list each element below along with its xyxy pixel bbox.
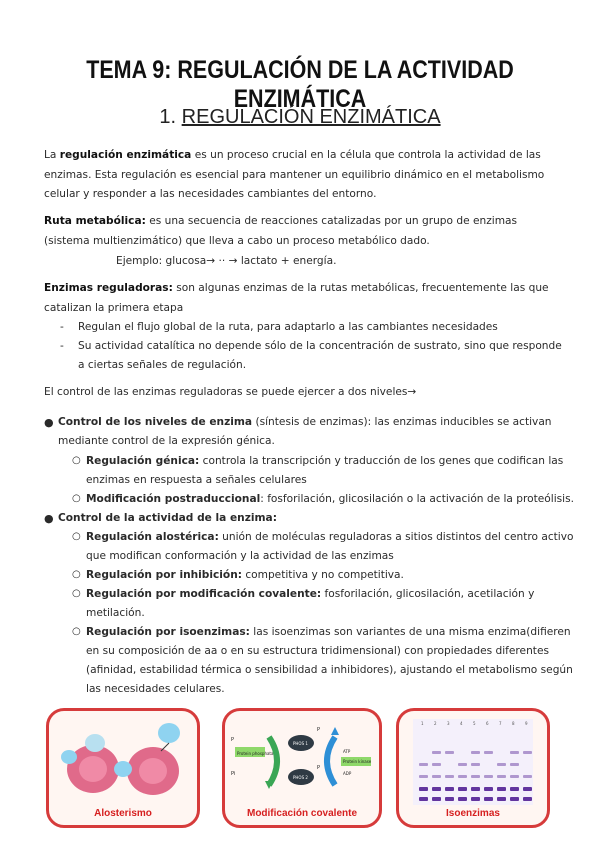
lane-label: 1 (421, 721, 424, 726)
effector-center (114, 761, 132, 777)
lane-label: 6 (486, 721, 489, 726)
gel-band (432, 797, 441, 801)
gel-band (419, 797, 428, 801)
gel-band (471, 775, 480, 778)
gel-band (432, 787, 441, 791)
intro-paragraph (44, 146, 564, 205)
lane-label: 2 (434, 721, 437, 726)
item-term: Regulación por modificación covalente: (86, 588, 322, 600)
page-title: TEMA 9: REGULACIÓN DE LA ACTIVIDAD ENZIMÁTICA (86, 56, 514, 113)
gel-band (445, 751, 454, 754)
gel-band (510, 797, 519, 801)
point-text: Regulan el flujo global de la ruta, para adaptarlo a las cambiantes necesidades (78, 321, 498, 333)
gel-band (510, 763, 519, 766)
item-text: las isoenzimas son variantes de una misma enzima(difieren en su composición de aa o en su estructura tridimensional) con propiedades diferentes (afinidad, estabilidad térmica o sensibilidad a inhibidores), ajustando el metabolismo según las necesidades celulares. (86, 626, 573, 695)
gel-band (497, 775, 506, 778)
effector-top-left (85, 734, 105, 752)
gel-band (419, 775, 428, 778)
gel-band (523, 787, 532, 791)
gel-band (471, 763, 480, 766)
gel-band (523, 797, 532, 801)
reguladoras-text: son algunas enzimas de la rutas metabólicas, frecuentemente las que catalizan la primera etapa (44, 282, 549, 314)
gel-band (445, 787, 454, 791)
adp-label: ADP (343, 771, 352, 776)
figure-caption: Alosterismo (94, 808, 152, 819)
effector-top-right (158, 723, 180, 743)
item-text: : fosforilación, glicosilación o la activación de la proteólisis. (260, 493, 575, 505)
item-text: unión de moléculas reguladoras a sitios distintos del centro activo que modifican conformación y la actividad de las enzimas (86, 531, 574, 562)
gel-band (445, 797, 454, 801)
gel-band (458, 775, 467, 778)
section-heading (0, 106, 600, 129)
niveles-text: (síntesis de enzimas): las enzimas inducibles se activan mediante control de la expresión génica. (58, 416, 552, 447)
gel-band (445, 775, 454, 778)
figure-caption: Isoenzimas (446, 808, 500, 819)
enzyme-right-core (139, 758, 167, 784)
item-term: Regulación alostérica: (86, 531, 219, 543)
gel-band (510, 787, 519, 791)
lane-label: 4 (460, 721, 463, 726)
figure-caption: Modificación covalente (246, 808, 358, 819)
gel-band (471, 751, 480, 754)
item-term: Regulación por inhibición: (86, 569, 242, 581)
figure-covalent-modification (222, 708, 382, 828)
gel-band (497, 797, 506, 801)
lane-label: 7 (499, 721, 502, 726)
intro-post: es un proceso crucial en la célula que controla la actividad de las enzimas. Esta regulación es esencial para mantener un equilibrio dinámico en el metabolismo celular y responder a las necesidades cambiantes del entorno. (44, 149, 545, 201)
protein-kinase-label: Protein kinase (343, 759, 372, 764)
gel-band (484, 797, 493, 801)
reguladoras-paragraph (44, 279, 564, 318)
gel-band (458, 797, 467, 801)
item-term: Regulación por isoenzimas: (86, 626, 250, 638)
item-term: Regulación génica: (86, 455, 200, 467)
gel-band (484, 775, 493, 778)
figure-allosterism (46, 708, 200, 828)
gel-band (419, 763, 428, 766)
sub-bullet-marker: ○ (72, 569, 81, 580)
gel-band (510, 751, 519, 754)
lane-label: 5 (473, 721, 476, 726)
ruta-paragraph (44, 212, 564, 251)
dash-marker: - (60, 321, 64, 333)
sub-bullet-marker: ○ (72, 626, 81, 637)
gel-band (484, 787, 493, 791)
gel-band (523, 775, 532, 778)
gel-band (510, 775, 519, 778)
gel-band (497, 787, 506, 791)
gel-band (471, 787, 480, 791)
lane-label: 9 (525, 721, 528, 726)
phos2-label: PHOS 2 (293, 775, 308, 780)
gel-band (432, 763, 441, 766)
sub-bullet-marker: ○ (72, 493, 81, 504)
arrow-right-icon (327, 737, 335, 785)
atp-label: ATP (343, 749, 351, 754)
lane-label: 3 (447, 721, 450, 726)
dash-marker: - (60, 340, 64, 352)
bullet-marker: ● (44, 512, 54, 525)
item-term: Modificación postraduccional (86, 493, 261, 505)
gel-band (432, 751, 441, 754)
sub-bullet-marker: ○ (72, 455, 81, 466)
gel-band (458, 763, 467, 766)
bullet-marker: ● (44, 416, 54, 429)
pi-label: Pi (231, 771, 236, 777)
effector-side-left (61, 750, 77, 764)
gel-band (458, 787, 467, 791)
section-number: 1. (159, 106, 177, 128)
ruta-text: es una secuencia de reacciones catalizadas por un grupo de enzimas (sistema multienzimático) que lleva a cabo un proceso metabólico dado. (44, 215, 518, 247)
intro-pre: La (44, 149, 60, 161)
gel-band (471, 797, 480, 801)
p-label-top: P (317, 727, 321, 733)
gel-band (419, 787, 428, 791)
section-name: REGULACIÓN ENZIMÁTICA (181, 106, 441, 128)
reguladoras-term: Enzimas reguladoras: (44, 282, 173, 294)
gel-band (432, 775, 441, 778)
control-intro: El control de las enzimas reguladoras se puede ejercer a dos niveles→ (44, 386, 417, 398)
item-text: fosforilación, glicosilación, acetilación y metilación. (86, 588, 535, 619)
arrow-left-icon (269, 737, 277, 785)
sub-bullet-marker: ○ (72, 588, 81, 599)
niveles-term: Control de los niveles de enzima (58, 416, 253, 428)
point-text: Su actividad catalítica no depende sólo de la concentración de sustrato, sino que responde a ciertas señales de regulación. (78, 340, 562, 371)
figure-isoenzymes (396, 708, 550, 828)
phos1-label: PHOS 1 (293, 741, 308, 746)
arrowhead-right-icon (331, 727, 339, 735)
ruta-term: Ruta metabólica: (44, 215, 146, 227)
protein-phosphatase-label: Protein phosphatase (237, 751, 278, 756)
sub-bullet-marker: ○ (72, 531, 81, 542)
gel-band (497, 763, 506, 766)
p-label-left: P (231, 737, 235, 743)
p-label-bottom: P (317, 765, 321, 771)
enzyme-left-core (79, 756, 107, 782)
gel-background (413, 719, 533, 805)
item-text: competitiva y no competitiva. (241, 569, 404, 581)
ruta-example: Ejemplo: glucosa→ ·· → lactato + energía. (116, 255, 337, 267)
gel-band (523, 751, 532, 754)
lane-label: 8 (512, 721, 515, 726)
intro-term: regulación enzimática (59, 149, 192, 161)
item-text: controla la transcripción y traducción de los genes que codifican las enzimas en respuesta a señales celulares (86, 455, 564, 486)
gel-band (484, 751, 493, 754)
actividad-term: Control de la actividad de la enzima: (58, 512, 277, 524)
